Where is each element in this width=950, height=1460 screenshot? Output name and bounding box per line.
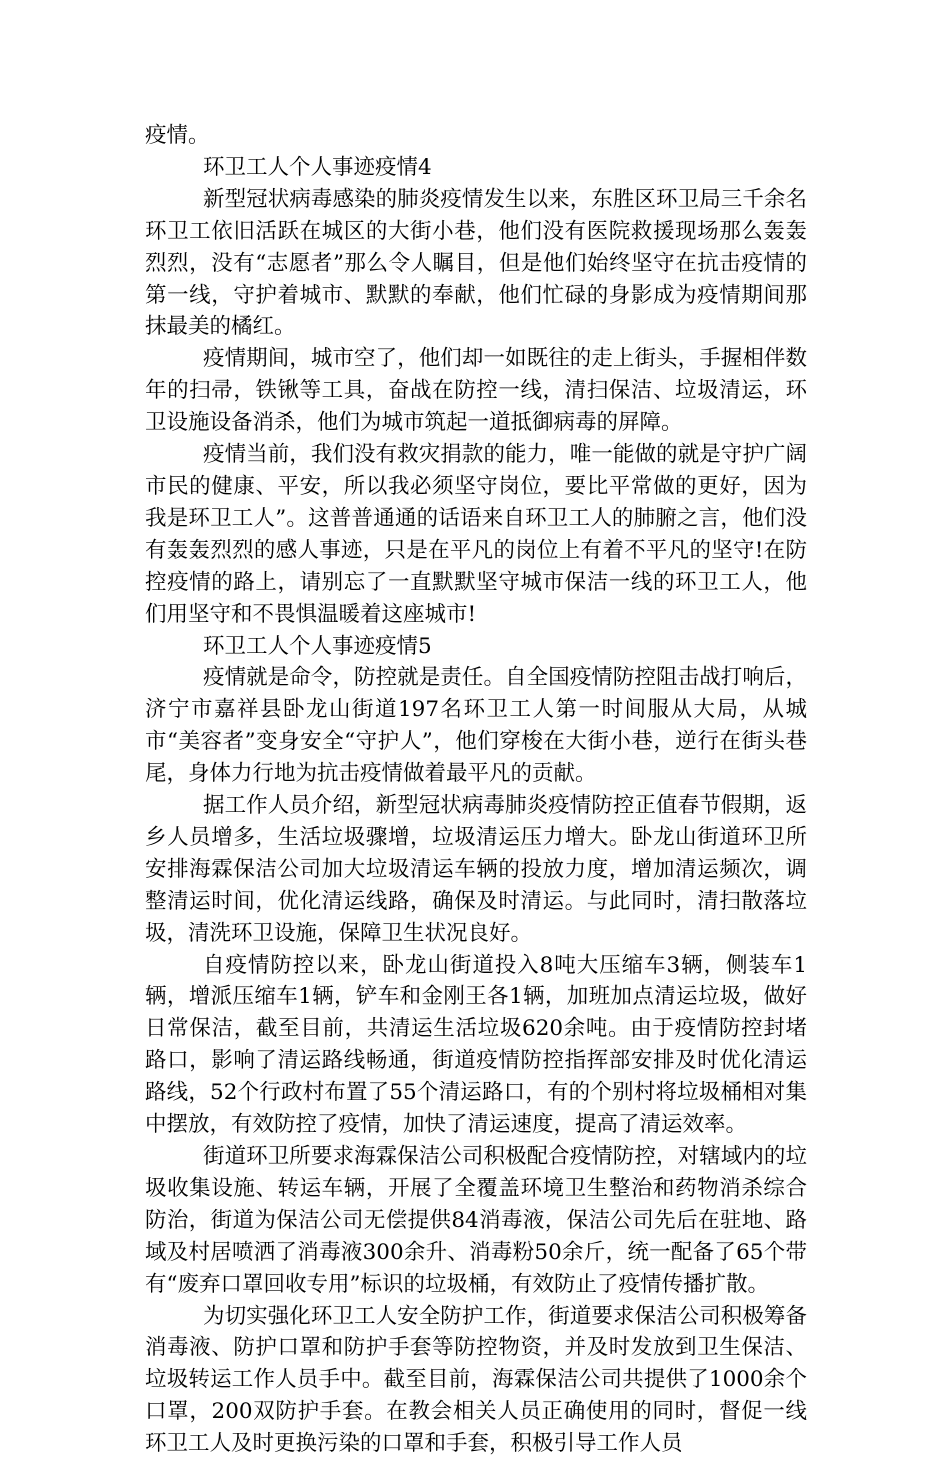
paragraph: 为切实强化环卫工人安全防护工作，街道要求保洁公司积极筹备消毒液、防护口罩和防护手套等防控物资，并及时发放到卫生保洁、垃圾转运工作人员手中。截至目前，海霖保洁公司共提供了1000余个口罩，200双防护手套。在教会相关人员正确使用的同时，督促一线环卫工人及时更换污染的口罩和手套，积极引导工作人员 [145, 1303, 807, 1457]
paragraph: 据工作人员介绍，新型冠状病毒肺炎疫情防控正值春节假期，返乡人员增多，生活垃圾骤增，垃圾清运压力增大。卧龙山街道环卫所安排海霖保洁公司加大垃圾清运车辆的投放力度，增加清运频次，调整清运时间，优化清运线路，确保及时清运。与此同时，清扫散落垃圾，清洗环卫设施，保障卫生状况良好。 [145, 793, 807, 946]
paragraph: 自疫情防控以来，卧龙山街道投入8吨大压缩车3辆，侧装车1辆，增派压缩车1辆，铲车和金刚王各1辆，加班加点清运垃圾，做好日常保洁，截至目前，共清运生活垃圾620余吨。由于疫情防控封堵路口，影响了清运路线畅通，街道疫情防控指挥部安排及时优化清运路线，52个行政村布置了55个清运路口，有的个别村将垃圾桶相对集中摆放，有效防控了疫情，加快了清运速度，提高了清运效率。 [145, 952, 807, 1138]
section-heading-5: 环卫工人个人事迹疫情5 [203, 633, 432, 659]
paragraph: 街道环卫所要求海霖保洁公司积极配合疫情防控，对辖域内的垃圾收集设施、转运车辆，开展了全覆盖环境卫生整治和药物消杀综合防治，街道为保洁公司无偿提供84消毒液，保洁公司先后在驻地、路域及村居喷洒了消毒液300余升、消毒粉50余斤，统一配备了65个带有“废弃口罩回收专用”标识的垃圾桶，有效防止了疫情传播扩散。 [145, 1144, 807, 1297]
paragraph: 新型冠状病毒感染的肺炎疫情发生以来，东胜区环卫局三千余名环卫工依旧活跃在城区的大街小巷，他们没有医院救援现场那么轰轰烈烈，没有“志愿者”那么令人瞩目，但是他们始终坚守在抗击疫情的第一线，守护着城市、默默的奉献，他们忙碌的身影成为疫情期间那抹最美的橘红。 [145, 186, 807, 340]
lead-fragment: 疫情。 [145, 123, 210, 148]
paragraph: 疫情期间，城市空了，他们却一如既往的走上街头，手握相伴数年的扫帚，铁锹等工具，奋战在防控一线，清扫保洁、垃圾清运，环卫设施设备消杀，他们为城市筑起一道抵御病毒的屏障。 [145, 346, 807, 436]
paragraph: 疫情当前，我们没有救灾捐款的能力，唯一能做的就是守护广阔市民的健康、平安，所以我必须坚守岗位，要比平常做的更好，因为我是环卫工人”。这普普通通的话语来自环卫工人的肺腑之言，他们没有轰轰烈烈的感人事迹，只是在平凡的岗位上有着不平凡的坚守!在防控疫情的路上，请别忘了一直默默坚守城市保洁一线的环卫工人，他们用坚守和不畏惧温暖着这座城市! [145, 442, 807, 627]
paragraph: 疫情就是命令，防控就是责任。自全国疫情防控阻击战打响后，济宁市嘉祥县卧龙山街道197名环卫工人第一时间服从大局，从城市“美容者”变身安全“守护人”，他们穿梭在大街小巷，逆行在街头巷尾，身体力行地为抗击疫情做着最平凡的贡献。 [145, 665, 807, 787]
document-page [145, 120, 807, 1460]
section-heading-4: 环卫工人个人事迹疫情4 [203, 154, 432, 180]
